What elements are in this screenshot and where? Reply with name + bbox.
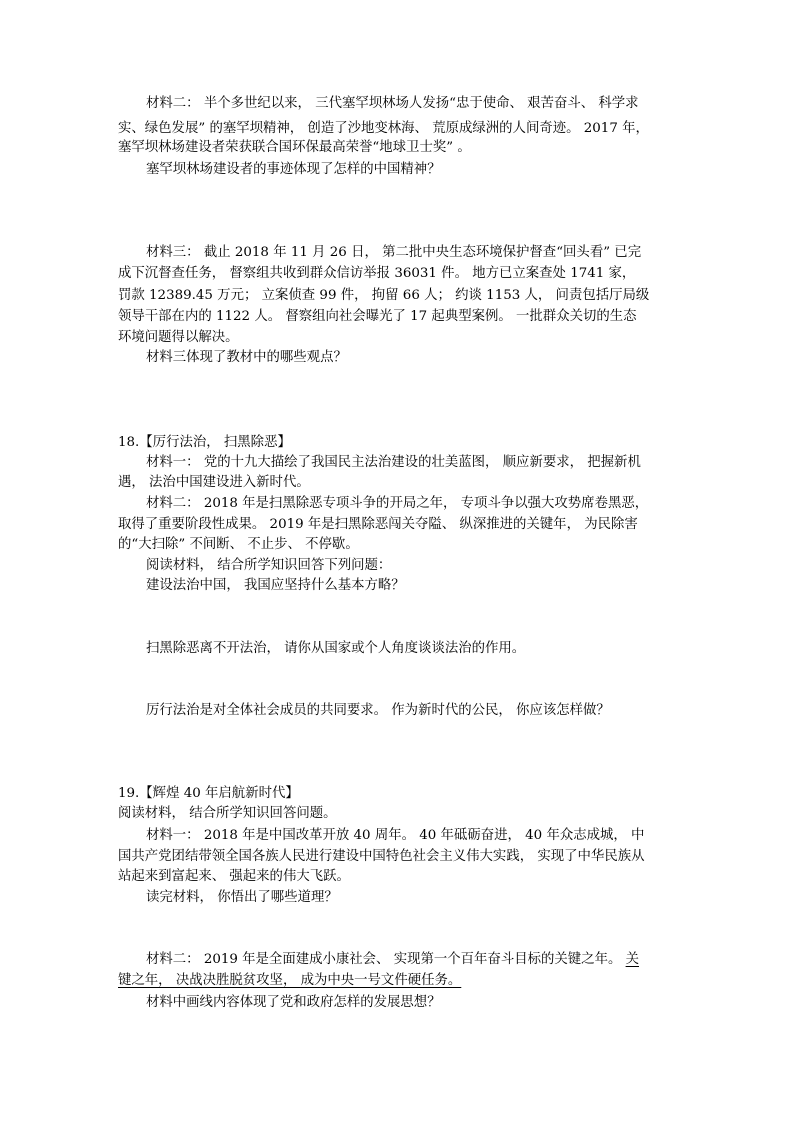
q18-material-2-line-3: 的“大扫除” 不间断、 不止步、 不停歇。: [118, 537, 359, 552]
material-3-line-1: 材料三： 截止 2018 年 11 月 26 日， 第二批中央生态环境保护督查“回头看” 已完: [146, 245, 642, 260]
material-3-line-5: 环境问题得以解决。: [118, 330, 239, 345]
q19-instruction: 阅读材料， 结合所学知识回答问题。: [118, 806, 337, 821]
q18-question-1: 建设法治中国， 我国应坚持什么基本方略？: [146, 578, 405, 593]
material-3-line-3: 罚款 12389.45 万元； 立案侦查 99 件， 拘留 66 人； 约谈 1153 人， 问责包括厅局级: [118, 288, 650, 303]
q18-instruction: 阅读材料， 结合所学知识回答下列问题：: [146, 558, 392, 573]
material-2-line-3: 塞罕坝林场建设者荣获联合国环保最高荣誉“地球卫士奖” 。: [118, 140, 471, 155]
q19-underlined-text: 键之年， 决战决胜脱贫攻坚， 成为中央一号文件硬任务。: [118, 973, 462, 988]
q18-material-2-line-1: 材料二： 2018 年是扫黑除恶专项斗争的开局之年， 专项斗争以强大攻势席卷黑恶，: [146, 496, 649, 511]
q18-material-2-line-2: 取得了重要阶段性成果。 2019 年是扫黑除恶闯关夺隘、 纵深推进的关键年， 为民除害: [118, 517, 638, 532]
q18-title: 18.【厉行法治， 扫黑除恶】: [118, 435, 291, 450]
q18-material-1-line-2: 遇， 法治中国建设进入新时代。: [118, 475, 310, 490]
material-3-line-4: 领导干部在内的 1122 人。 督察组向社会曝光了 17 起典型案例。 一批群众关切的生态: [118, 309, 637, 324]
q19-material-2-line-1: [146, 950, 639, 970]
q19-material-1-line-2: 国共产党团结带领全国各族人民进行建设中国特色社会主义伟大实践， 实现了中华民族从: [118, 849, 645, 864]
material-3-line-2: 成下沉督查任务， 督察组共收到群众信访举报 36031 件。 地方已立案查处 1741 家，: [118, 266, 636, 281]
q19-underlined-text-start: 关: [625, 952, 639, 967]
q19-question-2: 材料中画线内容体现了党和政府怎样的发展思想？: [146, 995, 441, 1010]
material-2-line-2: 实、绿色发展” 的塞罕坝精神， 创造了沙地变林海、 荒原成绿洲的人间奇迹。 2017 年，: [118, 121, 649, 136]
q19-material-1-line-3: 站起来到富起来、 强起来的伟大飞跃。: [118, 869, 350, 884]
q19-title: 19.【辉煌 40 年启航新时代】: [118, 786, 299, 801]
q18-question-2: 扫黑除恶离不开法治， 请你从国家或个人角度谈谈法治的作用。: [146, 641, 526, 656]
material-3-question: 材料三体现了教材中的哪些观点？: [146, 350, 347, 365]
q18-question-3: 厉行法治是对全体社会成员的共同要求。 作为新时代的公民， 你应该怎样做？: [146, 703, 610, 718]
material-2-line-1: 材料二： 半个多世纪以来， 三代塞罕坝林场人发扬“忠于使命、 艰苦奋斗、 科学求: [146, 96, 639, 111]
q19-material-1-line-1: 材料一： 2018 年是中国改革开放 40 周年。 40 年砥砺奋进， 40 年众志成城， 中: [146, 828, 645, 843]
q19-material-2-line-2: [118, 971, 461, 991]
q19-question-1: 读完材料， 你悟出了哪些道理？: [146, 890, 338, 905]
material-2-question: 塞罕坝林场建设者的事迹体现了怎样的中国精神？: [146, 162, 441, 177]
q18-material-1-line-1: 材料一： 党的十九大描绘了我国民主法治建设的壮美蓝图， 顺应新要求， 把握新机: [146, 455, 641, 470]
q19-material-2-text: 材料二： 2019 年是全面建成小康社会、 实现第一个百年奋斗目标的关键之年。: [146, 952, 626, 967]
